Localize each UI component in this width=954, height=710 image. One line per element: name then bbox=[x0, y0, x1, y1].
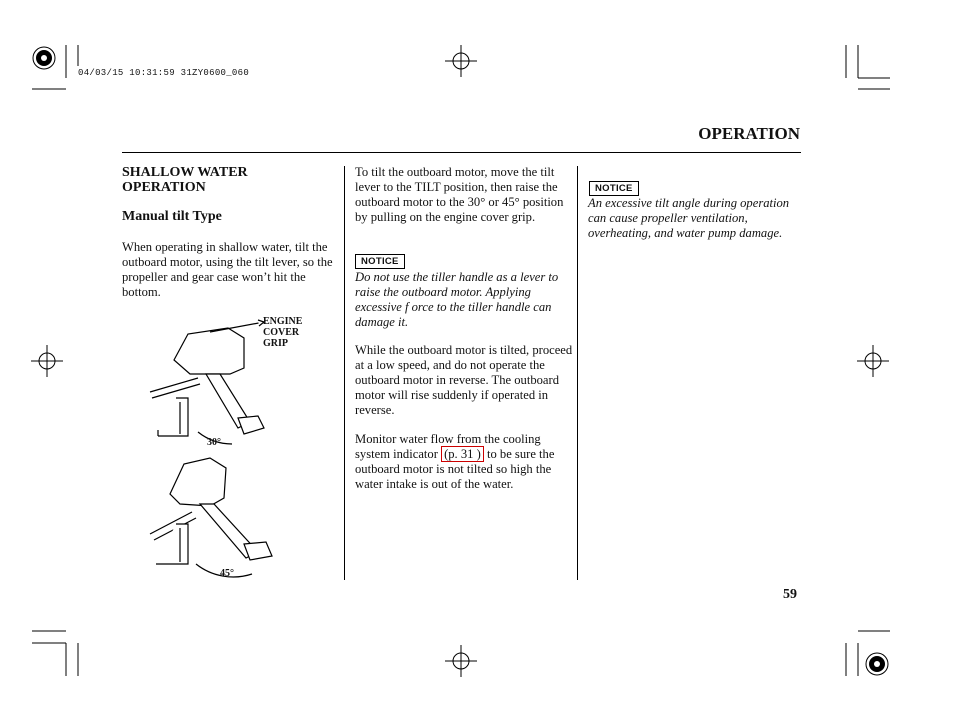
angle-label-30: 30° bbox=[207, 437, 221, 448]
notice-label: NOTICE bbox=[355, 254, 405, 269]
tilted-operation-paragraph: While the outboard motor is tilted, proceed at a low speed, and do not operate the outboard motor in reverse. The outboard motor will rise suddenly if operated in reverse. bbox=[355, 343, 573, 417]
subheading: Manual tilt Type bbox=[122, 209, 222, 224]
monitor-text-after: to be sure the outboard motor is not tilted so high the water intake is out of the water. bbox=[355, 447, 555, 491]
section-title: OPERATION bbox=[698, 124, 800, 143]
monitor-water-paragraph bbox=[355, 432, 575, 492]
column-divider-2 bbox=[577, 166, 578, 580]
notice-badge-2 bbox=[589, 178, 639, 196]
notice-label: NOTICE bbox=[589, 181, 639, 196]
callout-engine-cover-grip: ENGINE COVER GRIP bbox=[263, 316, 303, 349]
tilt-instruction-paragraph: To tilt the outboard motor, move the tilt lever to the TILT position, then raise the outboard motor to the 30° or 45° position by pulling on the engine cover grip. bbox=[355, 165, 564, 224]
monitor-text-before: Monitor water flow from the cooling system indicator bbox=[355, 432, 541, 461]
intro-paragraph: When operating in shallow water, tilt the outboard motor, using the tilt lever, so the propeller and gear case won’t hit the bottom. bbox=[122, 240, 333, 299]
outboard-45-illustration bbox=[140, 454, 330, 584]
page-number: 59 bbox=[783, 587, 797, 602]
notice-2-text: An excessive tilt angle during operation can cause propeller ventilation, overheating, and water pump damage. bbox=[588, 196, 790, 240]
notice-1-text: Do not use the tiller handle as a lever to raise the outboard motor. Applying excessive f orce to the tiller handle can damage it. bbox=[355, 270, 559, 329]
notice-badge-1 bbox=[355, 251, 405, 269]
tilt-figure bbox=[140, 312, 330, 587]
angle-label-45: 45° bbox=[220, 568, 234, 579]
print-stamp: 04/03/15 10:31:59 31ZY0600_060 bbox=[78, 68, 250, 78]
page-reference-link[interactable]: (p. 31 ) bbox=[441, 446, 484, 462]
column-divider-1 bbox=[344, 166, 345, 580]
header-rule bbox=[122, 152, 801, 153]
section-heading: SHALLOW WATER OPERATION bbox=[122, 165, 248, 195]
